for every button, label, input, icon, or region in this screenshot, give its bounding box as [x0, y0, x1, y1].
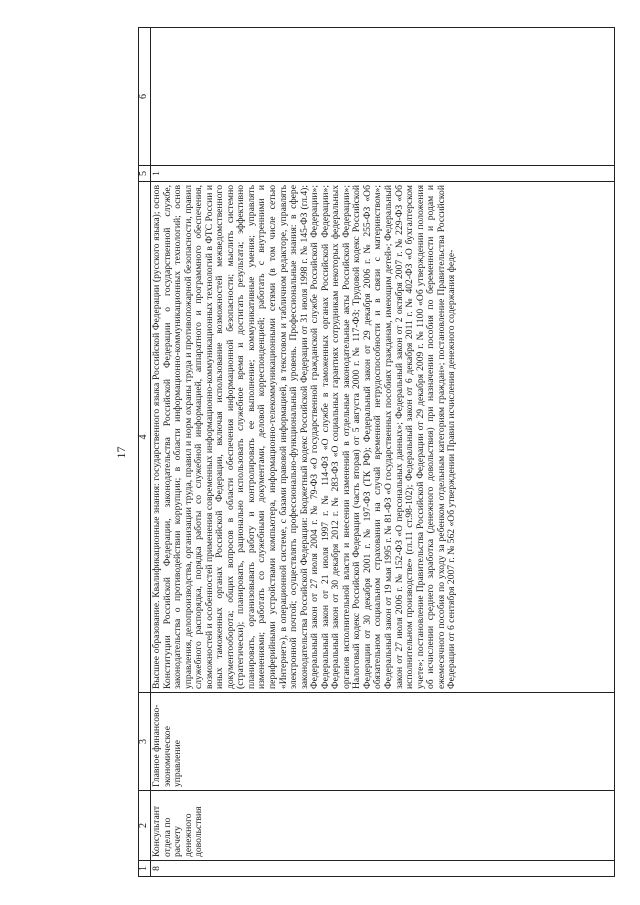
staffing-table: [138, 27, 615, 877]
position-title-text: Консультант отдела по расчету денежного довольствия: [151, 805, 205, 857]
header-col-4: 4: [139, 182, 151, 693]
column-6-value: [151, 28, 615, 166]
qualification-requirements: [151, 182, 615, 693]
header-col-5: 5: [139, 166, 151, 182]
position-title: [151, 791, 615, 861]
table-row: [151, 28, 615, 877]
column-5-value: 1: [151, 166, 615, 182]
department-name: [151, 693, 615, 791]
header-col-3: 3: [139, 693, 151, 791]
qualification-requirements-text: Высшее образование. Квалификационные знания: государственного языка Российской Федерации (русского языка); основ Конституции Российской Федерации, законодательства Российской Федерации о государственной службе, законодательства о противодействии коррупции; в области информационно-коммуникационных технологий; основ управления, делопроизводства, организации труда, правил и норм охраны труда и противопожарной безопасности, правил служебного распорядка, порядка работы со служебной информацией, аппаратного и программного обеспечения, возможностей и особенностей применения современных информационно-коммуникационных технологий в ФТС России и иных таможенных органах Российской Федерации, включая использование возможностей межведомственного документооборота; общих вопросов в области обеспечения информационной безопасности; мыслить системно (стратегически); планировать, рационально использовать служебное время и достигать результата; эффективно планировать, организовывать работу и контролировать ее выполнение; коммуникативные умения; управлять изменениями; работать со служебными документами, деловой корреспонденцией; работать с внутренними и периферийными устройствами компьютера, информационно-телекоммуникационными сетями (в том числе сетью «Интернет»), в операционной системе, с базами правовой информацией, в текстовом и табличном редакторе, управлять электронной почтой; осуществлять профессионально-функциональный уровень. Профессиональные знания: в сфере законодательства Российской Федерации: Бюджетный кодекс Российской Федерации от 31 июля 1998 г. № 145-ФЗ (гл.4); Федеральный закон от 27 июля 2004 г. № 79-ФЗ «О государственной гражданской службе Российской Федерации»; Федеральный закон от 21 июля 1997 г. № 114-ФЗ «О службе в таможенных органах Российской Федерации»; Федеральный закон от 30 декабря 2012 г. № 283-ФЗ «О социальных гарантиях сотрудникам некоторых федеральных органов исполнительной власти и внесении изменений в отдельные законодательные акты Российской Федерации»; Налоговый кодекс Российской Федерации (часть вторая) от 5 августа 2000 г. № 117-ФЗ; Трудовой кодекс Российской Федерации от 30 декабря 2001 г. № 197-ФЗ (ТК РФ); Федеральный закон от 29 декабря 2006 г. № 255-ФЗ «Об обязательном социальном страховании на случай временной нетрудоспособности и в связи с материнством»; Федеральный закон от 19 мая 1995 г. № 81-ФЗ «О государственных пособиях гражданам, имеющим детей»; Федеральный закон от 27 июля 2006 г. № 152-ФЗ «О персональных данных»; Федеральный закон от 2 октября 2007 г. № 229-ФЗ «Об исполнительном производстве» (гл.11 ст.98-102); Федеральный закон от 6 декабря 2011 г. № 402-ФЗ «О бухгалтерском учете»; постановление Правительства Российской Федерации от 29 декабря 2009 г. № 1100 «Об утверждении положения об исчислении среднего заработка (денежного довольствия) при назначении пособия по беременности и родам и ежемесячного пособия по уходу за ребенком отдельным категориям граждан»; постановление Правительства Российской Федерации от 6 сентября 2007 г. № 562 «Об утверждении Правил исчисления денежного содержания феде-: [151, 185, 458, 689]
header-col-2: 2: [139, 791, 151, 861]
header-col-1: 1: [139, 861, 151, 877]
page-number: 17: [114, 446, 128, 459]
row-number: 8: [151, 861, 615, 877]
header-row: [139, 28, 151, 877]
header-col-6: 6: [139, 28, 151, 166]
department-name-text: Главное финансово-экономическое управление: [151, 704, 184, 787]
